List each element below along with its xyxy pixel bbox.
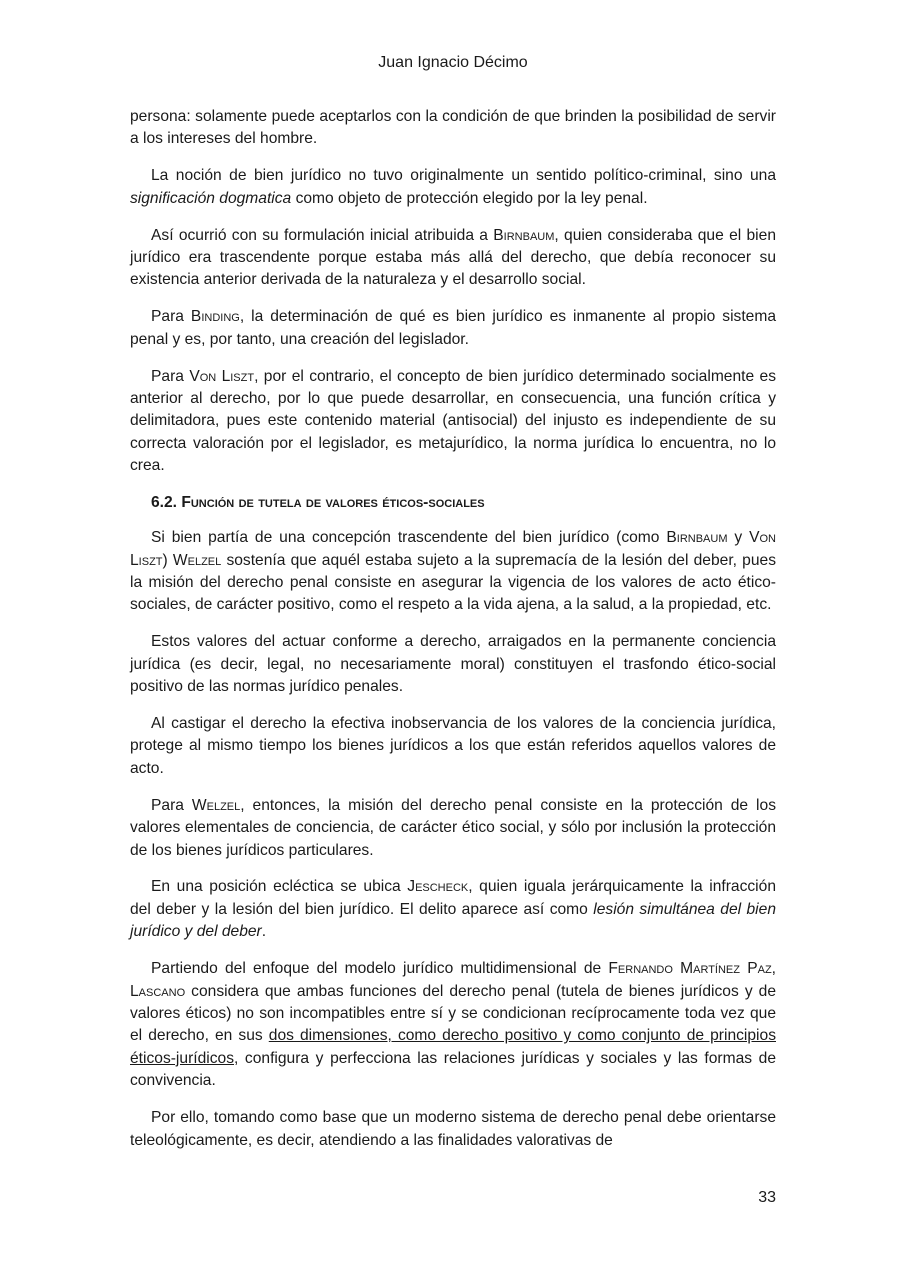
author-name: Birnbaum: [666, 529, 728, 547]
author-name: Binding: [190, 308, 240, 326]
author-name: Von Liszt: [130, 529, 776, 569]
italic-term: lesión simultánea del bien jurídico y del deber: [130, 900, 776, 941]
paragraph: Para Welzel, entonces, la misión del derecho penal consiste en la protección de los valores elementales de conciencia, de carácter ético social, y sólo por inclusión la protección de los bienes jurídicos particulares.: [130, 796, 776, 859]
underlined-phrase: dos dimensiones, como derecho positivo y como conjunto de principios éticos-jurídicos: [130, 1027, 776, 1067]
paragraph: Al castigar el derecho la efectiva inobservancia de los valores de la conciencia jurídica, protege al mismo tiempo los bienes jurídicos a los que están referidos aquellos valores de acto.: [130, 715, 776, 777]
paragraph: Así ocurrió con su formulación inicial atribuida a Birnbaum, quien consideraba que el bien jurídico era trascendente porque estaba más allá del derecho, que debía reconocer su existencia anterior derivada de la naturaleza y el desarrollo social.: [130, 226, 776, 289]
section-heading: 6.2. Función de tutela de valores éticos-sociales: [151, 494, 485, 512]
author-name: Fernando Martínez Paz: [608, 960, 772, 978]
paragraph: Para Von Liszt, por el contrario, el concepto de bien jurídico determinado socialmente es anterior al derecho, por lo que puede desarrollar, en consecuencia, una función crítica y delimitadora, pues este contenido material (antisocial) del injusto es independiente de su correcta valoración por el legislador, es metajurídico, la norma jurídica lo encuentra, no lo crea.: [130, 367, 776, 475]
author-name: Jescheck: [407, 878, 469, 896]
paragraph: Partiendo del enfoque del modelo jurídico multidimensional de Fernando Martínez Paz, Lascano considera que ambas funciones del derecho penal (tutela de bienes jurídicos y de valores éticos) no son incompatibles entre sí y se condicionan recíprocamente toda vez que el derecho, en sus dos dimensiones, como derecho positivo y como conjunto de principios éticos-jurídicos, configura y perfecciona las relaciones jurídicas y sociales y las formas de convivencia.: [130, 960, 777, 1090]
paragraph: Estos valores del actuar conforme a derecho, arraigados en la permanente conciencia jurídica (es decir, legal, no necesariamente moral) constituyen el trasfondo ético-social positivo de las normas jurídico penales.: [130, 633, 776, 696]
page-body: [130, 106, 776, 1166]
paragraph: persona: solamente puede aceptarlos con la condición de que brinden la posibilidad de servir a los intereses del hombre.: [130, 108, 776, 148]
author-name: Welzel: [172, 551, 222, 569]
author-name: Welzel: [191, 796, 241, 814]
author-name: Von Liszt: [189, 367, 255, 385]
paragraph: La noción de bien jurídico no tuvo originalmente un sentido político-criminal, sino una significación dogmatica como objeto de protección elegido por la ley penal.: [130, 167, 776, 207]
paragraph: Por ello, tomando como base que un moderno sistema de derecho penal debe orientarse teleológicamente, es decir, atendiendo a las finalidades valorativas de: [130, 1109, 776, 1149]
page-number: 33: [758, 1189, 776, 1206]
author-name: Birnbaum: [493, 226, 555, 244]
running-header-author: Juan Ignacio Décimo: [378, 54, 528, 71]
paragraph: Para Binding, la determinación de qué es bien jurídico es inmanente al propio sistema penal y es, por tanto, una creación del legislador.: [130, 308, 776, 348]
paragraph: En una posición ecléctica se ubica Jescheck, quien iguala jerárquicamente la infracción del deber y la lesión del bien jurídico. El delito aparece así como lesión simultánea del bien jurídico y del deber.: [130, 878, 776, 941]
author-name: Lascano: [130, 982, 186, 1000]
paragraph: Si bien partía de una concepción trascendente del bien jurídico (como Birnbaum y Von Liszt) Welzel sostenía que aquél estaba sujeto a la supremacía de la lesión del deber, pues la misión del derecho penal consiste en asegurar la vigencia de los valores de acto ético-sociales, de carácter positivo, como el respeto a la vida ajena, a la salud, a la propiedad, etc.: [130, 529, 776, 614]
italic-term: significación dogmatica: [130, 189, 292, 207]
